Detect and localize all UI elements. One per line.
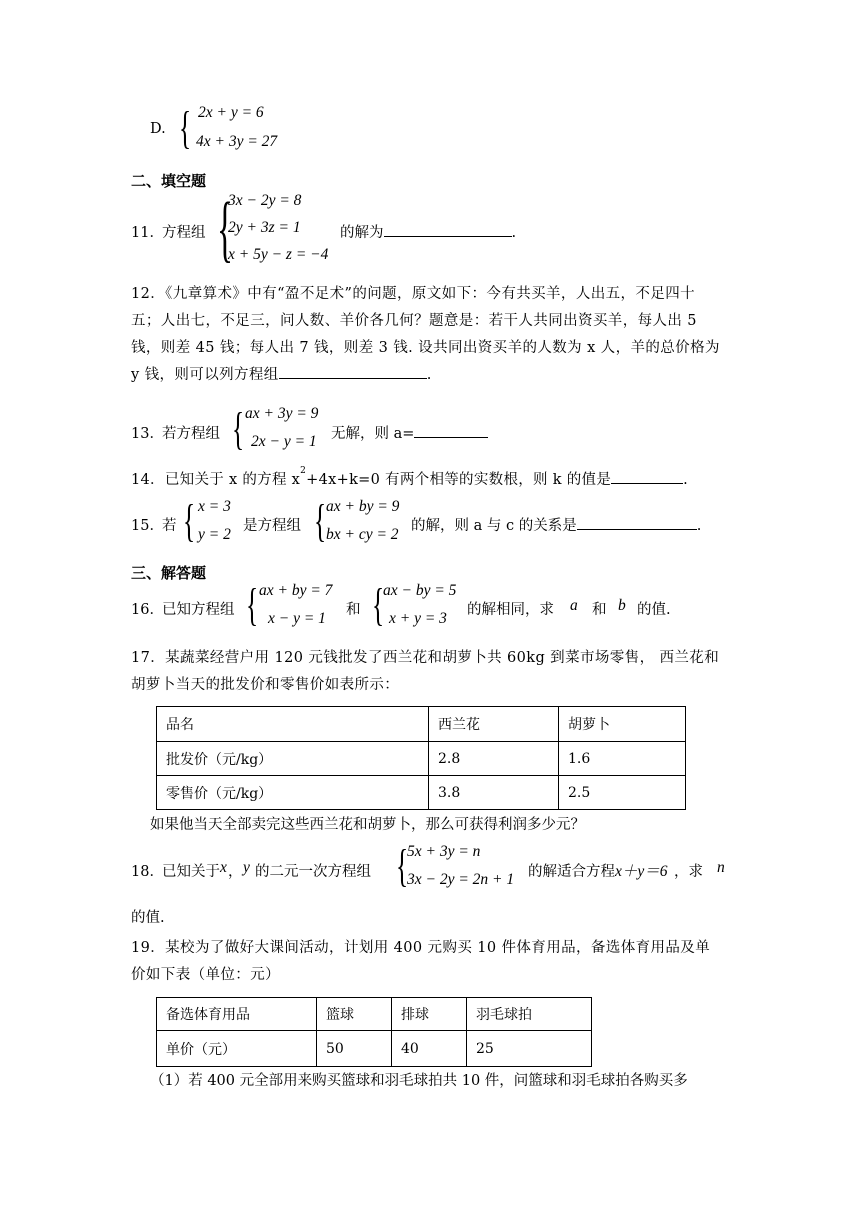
q16-var-b: b — [618, 597, 626, 614]
table-row — [157, 742, 686, 776]
q16-eq2: x − y = 1 — [268, 610, 326, 627]
q16-end: 的值. — [637, 602, 671, 618]
q19-line1: 19．某校为了做好大课间活动，计划用 400 元购买 10 件体育用品，备选体育用品及单 — [131, 940, 711, 956]
q16-and1: 和 — [346, 602, 361, 618]
q13-number: 13． — [131, 426, 164, 442]
q13-prefix: 若方程组 — [162, 426, 220, 442]
q18-comma: ， — [228, 864, 243, 880]
q10-eq2: 4x + 3y = 27 — [196, 133, 278, 150]
q12-line4: y 钱，则可以列方程组 . — [131, 362, 733, 389]
table-cell: 2.5 — [559, 776, 686, 810]
section-title-answer: 三、解答题 — [131, 564, 207, 582]
q15-eq2: y = 2 — [198, 526, 231, 543]
q15-number: 15． — [131, 518, 164, 534]
q13-eq2: 2x − y = 1 — [251, 433, 317, 450]
q19-line2: 价如下表（单位：元） — [131, 967, 280, 983]
q11-suffix-text: 的解为 — [340, 225, 384, 241]
table-row — [157, 776, 686, 810]
q11-prefix: 方程组 — [162, 225, 206, 241]
brace-left: { — [232, 403, 245, 454]
table-row — [157, 1031, 592, 1067]
q18-var-x: x — [220, 859, 227, 876]
q16-eq3: ax − by = 5 — [383, 582, 457, 599]
q11-number: 11． — [131, 225, 164, 241]
q18-condition: x＋y＝6 — [615, 863, 668, 880]
q16-prefix: 已知方程组 — [162, 602, 235, 618]
q18-eq1: 5x + 3y = n — [407, 843, 481, 860]
q12-line3: 钱，则差 45 钱；每人出 7 钱，则差 3 钱. 设共同出资买羊的人数为 x 人，羊的总价格为 — [131, 340, 720, 356]
table-cell: 25 — [467, 1031, 592, 1067]
q15-suffix: 的解，则 a 与 c 的关系是 . — [411, 514, 701, 535]
table-cell: 品名 — [157, 707, 429, 742]
q18-var-n: n — [717, 859, 725, 876]
table-row — [157, 707, 686, 742]
option-d-label: D. — [150, 121, 166, 137]
q18-prefix: 已知关于 — [162, 864, 220, 880]
q15-eq1: x = 3 — [198, 498, 231, 515]
q15-suffix-text: 的解，则 a 与 c 的关系是 — [411, 518, 577, 534]
section-title-fill-in: 二、填空题 — [131, 172, 207, 190]
answer-blank[interactable] — [577, 514, 697, 530]
q13-eq1: ax + 3y = 9 — [245, 405, 319, 422]
q18-var-y: y — [243, 859, 250, 876]
q15-prefix: 若 — [162, 518, 177, 534]
q11-eq3: x + 5y − z = −4 — [228, 246, 329, 263]
brace-left: { — [396, 840, 409, 891]
q13-suffix — [331, 422, 488, 443]
table-cell: 50 — [317, 1031, 392, 1067]
brace-left: { — [183, 495, 196, 546]
table-cell: 篮球 — [317, 998, 392, 1031]
table-cell: 羽毛球拍 — [467, 998, 592, 1031]
q16-and2: 和 — [592, 602, 607, 618]
q14-text: 14．已知关于 x 的方程 $x^2+4x+k=0$ 有两个相等的实数根，则 k 的值是 . — [131, 466, 689, 488]
answer-blank[interactable] — [384, 221, 512, 237]
q17-line1: 17．某蔬菜经营户用 120 元钱批发了西兰花和胡萝卜共 60kg 到菜市场零售， 西兰花和 — [131, 650, 720, 666]
table-row — [157, 998, 592, 1031]
brace-left: { — [372, 579, 385, 630]
q16-suffix: 的解相同，求 — [467, 602, 554, 618]
table-cell: 西兰花 — [429, 707, 559, 742]
q16-eq4: x + y = 3 — [389, 610, 447, 627]
q19-price-table — [156, 997, 592, 1067]
q11-eq2: 2y + 3z = 1 — [228, 219, 301, 236]
table-cell: 单价（元） — [157, 1031, 317, 1067]
q17-line2: 胡萝卜当天的批发价和零售价如表所示： — [131, 677, 400, 693]
q10-eq1: 2x + y = 6 — [198, 104, 264, 121]
answer-blank[interactable] — [414, 422, 488, 438]
table-cell: 40 — [392, 1031, 467, 1067]
q12-block — [131, 281, 733, 389]
q16-eq1: ax + by = 7 — [259, 582, 333, 599]
q11-eq1: 3x − 2y = 8 — [228, 192, 302, 209]
brace-left: { — [179, 102, 192, 153]
q17-price-table — [156, 706, 686, 810]
q19-block — [131, 935, 733, 989]
q14-superscript: 2 — [300, 466, 307, 476]
answer-blank[interactable] — [279, 363, 427, 379]
table-cell: 3.8 — [429, 776, 559, 810]
q12-line4-text: y 钱，则可以列方程组 — [131, 367, 279, 383]
q14-text-b: +4x+k=0 有两个相等的实数根，则 k 的值是 — [306, 472, 612, 488]
q15-eq4: bx + cy = 2 — [326, 526, 399, 543]
q18-number: 18． — [131, 864, 164, 880]
q12-line1: 12．《九章算术》中有“盈不足术”的问题，原文如下：今有共买羊，人出五，不足四十 — [131, 286, 696, 302]
q17-question: 如果他当天全部卖完这些西兰花和胡萝卜，那么可获得利润多少元？ — [150, 817, 585, 833]
q16-number: 16． — [131, 602, 164, 618]
table-cell: 1.6 — [559, 742, 686, 776]
q18-suffix1: 的解适合方程 — [528, 864, 615, 880]
q18-suffix2: ，求 — [674, 864, 703, 880]
q14-text-a: 14．已知关于 x 的方程 x — [131, 472, 301, 488]
brace-left: { — [246, 579, 259, 630]
table-cell: 批发价（元/kg） — [157, 742, 429, 776]
q18-mid: 的二元一次方程组 — [255, 864, 371, 880]
brace-left: { — [217, 188, 233, 270]
q13-suffix-text: 无解，则 a= — [331, 426, 415, 442]
q17-block — [131, 645, 733, 699]
q15-middle: 是方程组 — [243, 518, 301, 534]
table-cell: 排球 — [392, 998, 467, 1031]
q18-eq2: 3x − 2y = 2n + 1 — [407, 871, 515, 888]
q19-sub1: （1）若 400 元全部用来购买篮球和羽毛球拍共 10 件，问篮球和羽毛球拍各购买多 — [150, 1073, 688, 1089]
q16-var-a: a — [570, 597, 578, 614]
table-cell: 胡萝卜 — [559, 707, 686, 742]
q11-suffix: 的解为 . — [340, 221, 516, 242]
brace-left: { — [314, 495, 327, 546]
answer-blank[interactable] — [611, 468, 683, 484]
q18-line2: 的值. — [131, 910, 165, 926]
table-cell: 备选体育用品 — [157, 998, 317, 1031]
q12-line2: 五；人出七，不足三，问人数、羊价各几何？题意是：若干人共同出资买羊，每人出 5 — [131, 313, 697, 329]
q15-eq3: ax + by = 9 — [326, 498, 400, 515]
table-cell: 零售价（元/kg） — [157, 776, 429, 810]
table-cell: 2.8 — [429, 742, 559, 776]
